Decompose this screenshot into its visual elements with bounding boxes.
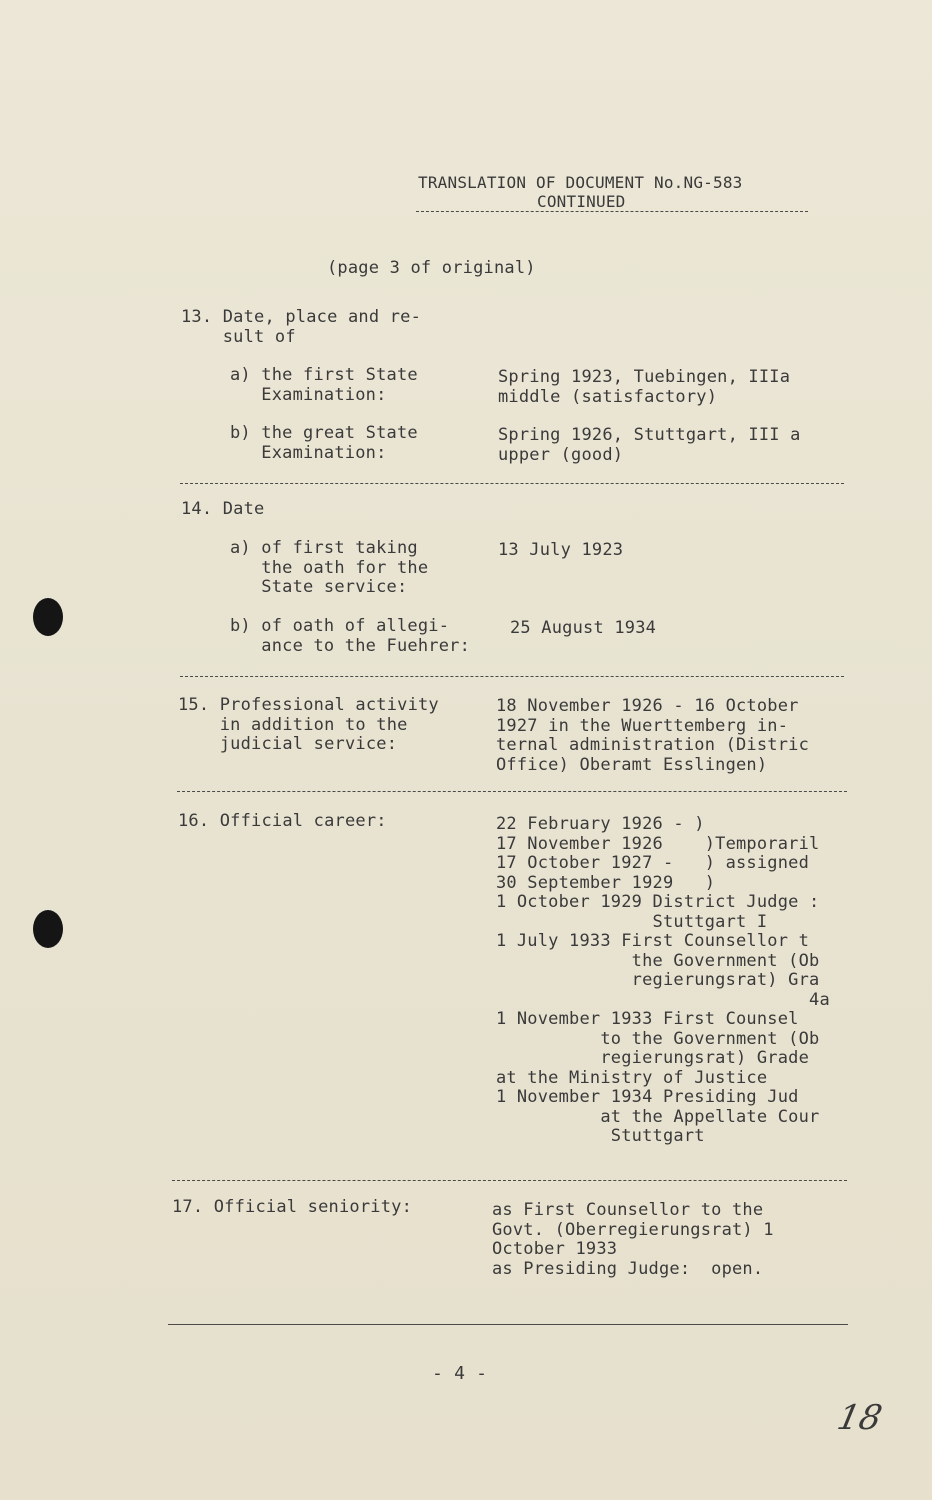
item-17-value: as First Counsellor to the Govt. (Oberregierungsrat) 1 October 1933 as Presiding Judge: open.: [492, 1200, 774, 1279]
item-16-label: 16. Official career:: [178, 811, 387, 831]
item-17-label: 17. Official seniority:: [172, 1197, 413, 1217]
item-13b-value: Spring 1926, Stuttgart, III a upper (good): [498, 425, 801, 465]
document-subtitle: CONTINUED: [537, 192, 626, 211]
item-13-label: 13. Date, place and re- sult of: [181, 307, 422, 347]
section-divider: [180, 676, 844, 677]
punch-hole: [33, 598, 63, 636]
item-14-label: 14. Date: [181, 499, 265, 519]
item-14a-value: 13 July 1923: [498, 540, 624, 560]
handwritten-mark: 18: [833, 1398, 886, 1438]
document-title: TRANSLATION OF DOCUMENT No.NG-583: [418, 173, 743, 192]
item-13a-label: a) the first State Examination:: [230, 365, 418, 405]
section-divider: [177, 791, 847, 792]
item-14b-value: 25 August 1934: [510, 618, 657, 638]
page-reference: (page 3 of original): [327, 258, 536, 278]
item-13b-label: b) the great State Examination:: [230, 423, 418, 463]
item-13a-value: Spring 1923, Tuebingen, IIIa middle (satisfactory): [498, 367, 791, 407]
page-number: - 4 -: [432, 1363, 488, 1384]
section-divider: [180, 483, 844, 484]
item-16-value: 22 February 1926 - ) 17 November 1926 )Temporaril 17 October 1927 - ) assigned 30 September 1929 ) 1 October 1929 District Judge : Stuttgart I 1 July 1933 First Counsellor t the Government (Ob regierungsrat) Gra 4a 1 November 1933 First Counsel to the Government (Ob regierungsrat) Grade at the Ministry of Justice 1 November 1934 Presiding Jud at the Appellate Cour Stuttgart: [496, 814, 830, 1146]
item-14a-label: a) of first taking the oath for the State service:: [230, 538, 429, 597]
section-divider: [168, 1324, 848, 1325]
item-15-value: 18 November 1926 - 16 October 1927 in the Wuerttemberg in- ternal administration (Distric Office) Oberamt Esslingen): [496, 696, 810, 775]
punch-hole: [33, 910, 63, 948]
item-15-label: 15. Professional activity in addition to the judicial service:: [178, 695, 439, 754]
item-14b-label: b) of oath of allegi- ance to the Fuehrer:: [230, 616, 471, 656]
header-underline: [416, 211, 808, 212]
section-divider: [172, 1180, 847, 1181]
